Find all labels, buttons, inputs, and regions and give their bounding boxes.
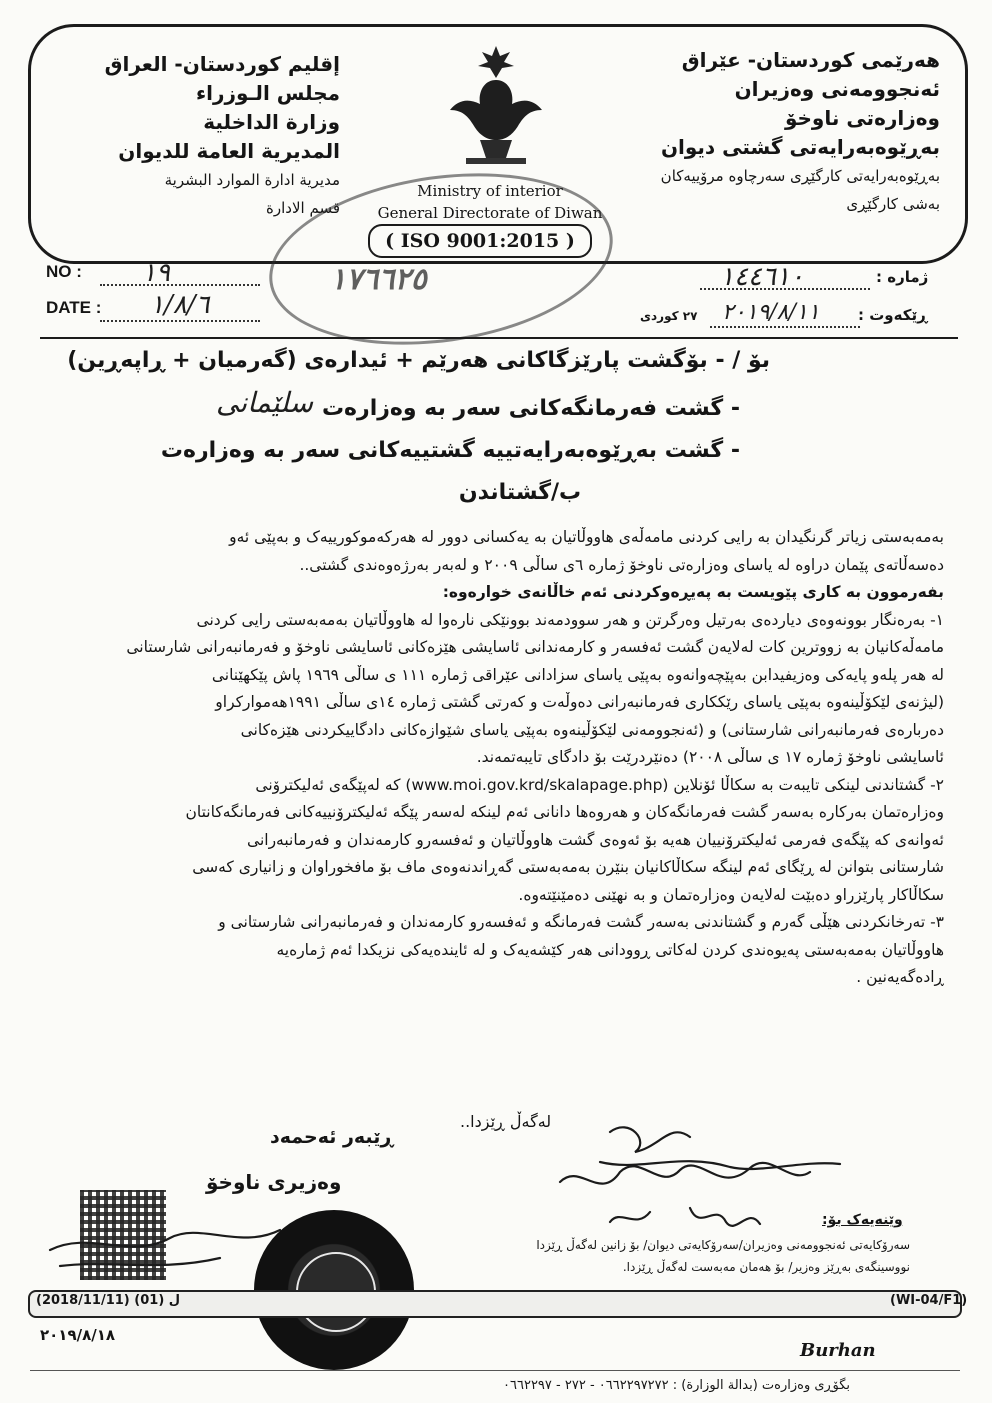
header-kurdish-line: وەزارەتی ناوخۆ xyxy=(784,106,940,130)
body-line: بەمەبەستی زیاتر گرنگیدان بە رایی کردنی مامەڵەی هاووڵاتیان بە یەکسانی دوور لە هەرکەموکورییەک و بەپێی ئەو xyxy=(229,528,944,546)
bottom-divider xyxy=(30,1370,960,1371)
body-line: ئەوانەی کە پێگەی فەرمی ئەلیکترۆنییان هەیە بۆ ئەوەی گشت هاووڵاتیان و ئەفسەرو کارمەندان و فەرمانبەرانی xyxy=(247,830,944,849)
header-kurdish-line: بەڕێوەبەرایەتی گشتی دیوان xyxy=(660,135,940,159)
handwritten-addressee: سلێمانی xyxy=(216,386,314,419)
handwritten-signature-note xyxy=(540,1112,860,1242)
typist-name: Burhan xyxy=(800,1340,876,1361)
header-kurdish-line: هەرێمی کوردستان- عێراق xyxy=(681,48,940,72)
header-kurdish-line: بەشی کارگێڕی xyxy=(846,195,940,213)
closing-line: لەگەڵ ڕێزدا.. xyxy=(460,1112,552,1131)
subject-line: ب/گشتاندن xyxy=(458,480,582,505)
body-line: ڕادەگەیەنین . xyxy=(856,968,944,986)
header-arabic-line: المديرية العامة للديوان xyxy=(118,139,340,163)
eagle-emblem-icon xyxy=(440,40,552,170)
number-label-en: NO : xyxy=(46,262,82,281)
header-arabic-line: مجلس الـوزراء xyxy=(195,81,340,105)
date-dotted-line xyxy=(100,320,260,322)
cc-title: وێنەیەک بۆ: xyxy=(822,1212,903,1228)
date-ku-handwritten: ٢٠١٩/٨/١١ xyxy=(722,300,820,325)
body-line: مامەڵەکانیان بە زووترین کات لەلایەن گشت ئەفسەر و کارمەندانی ئاسایشی هێزەکانی ئاسایشی ناوخۆ و فەرمانبەرانی شارستانی xyxy=(126,638,944,656)
form-code: (WI-04/F1) xyxy=(890,1293,968,1308)
body-line: بفەرموون بە کاری پێویست بە پەیڕەوکردنی ئەم خاڵانەی خوارەوە: xyxy=(442,583,944,601)
signer-title: وەزیری ناوخۆ xyxy=(206,1170,342,1194)
body-line: دەسەڵاتەی پێمان دراوە لە یاسای وەزارەتی ناوخۆ ژمارە ٦ی ساڵی ٢٠٠٩ و لەبەر بەرژەوەندی گشتی.. xyxy=(299,555,944,574)
kurdi-calendar-label: ٢٧ کوردی xyxy=(640,309,698,323)
number-label-ku: ژمارە : xyxy=(876,268,929,286)
date-handwritten: ١/٨/٦ xyxy=(150,290,210,320)
header-arabic-block xyxy=(40,50,340,222)
header-arabic-line: وزارة الداخلية xyxy=(203,110,340,134)
directorate-line: General Directorate of Diwan xyxy=(377,204,603,222)
number-ku-handwritten: ١٤٤٦١٠ xyxy=(720,262,804,292)
iso-badge: ( ISO 9001:2015 ) xyxy=(368,224,592,258)
header-kurdish-line: بەڕێوەبەرایەتی کارگێڕی سەرچاوە مرۆییەکان xyxy=(660,167,940,185)
body-line: ٣- تەرخانکردنی هێڵی گەرم و گشتاندنی بەسەر گشت فەرمانگە و ئەفسەرو کارمەندان و فەرمانبەرانی شارستانی و xyxy=(218,913,944,931)
body-line: لە هەر پلەو پایەکی وەزیفیدابن بەپێچەوانەوە بەپێی یاسای سزادانی عێراقی ژمارە ١١١ ی ساڵی ١٩٦٩ پاش پێکهێنانی xyxy=(211,665,944,684)
cc-item: نووسینگەی بەڕێز وەزیر/ بۆ هەمان مەبەست لەگەڵ ڕێزدا. xyxy=(622,1260,910,1274)
addressee-line: - گشت بەڕێوەبەرایەتییە گشتییەکانی سەر بە وەزارەت xyxy=(160,438,740,463)
letter-body xyxy=(44,524,944,992)
body-line: وەزارەتمان بەرکارە بەسەر گشت فەرمانگەکان و هەروەها دانانی ئەم لینکە لەسەر پێگە ئەلیکترۆنییەکانی فەرمانگەکانتان xyxy=(185,803,944,821)
addressee-line: بۆ / - بۆگشت پارێزگاکانی هەرێم + ئیدارەی (گەرمیان + ڕاپەڕین) xyxy=(67,348,770,373)
cc-item: سەرۆکایەتی ئەنجوومەنی وەزیران/سەرۆکایەتی دیوان/ بۆ زانین لەگەڵ ڕێزدا xyxy=(536,1238,910,1252)
signer-name: ڕێبەر ئەحمەد xyxy=(270,1126,394,1148)
letter-date: ٢٠١٩/٨/١٨ xyxy=(40,1326,116,1344)
addressee-line: - گشت فەرمانگەکانی سەر بە وەزارەت xyxy=(321,396,740,421)
number-dotted-line xyxy=(100,284,260,286)
stamp-number: ١٧٦٦٢٥ xyxy=(330,262,427,297)
body-line: ئاسایشی ناوخۆ ژمارە ١٧ ی ساڵی ٢٠٠٨) دەنێردرێت بۆ دادگای تایبەتمەند. xyxy=(476,748,944,766)
body-line: شارستانی بتوانن لە ڕێگای ئەم لینگە سکاڵاکانیان بنێرن بەمەبەستی گەڕاندنەوەی ماف بۆ مافخوراوان و زانیاری کەسی xyxy=(192,858,944,876)
body-line: ١- بەرەنگار بوونەوەی دیاردەی بەرتیل وەرگرتن و هەر سوودمەند بوونێکی نارەوا لە هاووڵاتیان بەمەبەستی رایی کردنی xyxy=(196,610,944,629)
body-line: دەربارەی فەرمانبەرانی شارستانی) و (ئەنجوومەنی لێکۆڵینەوە بەپێی یاسای شێوازەکانی دادگاییکردنی هێزەکانی xyxy=(240,720,944,739)
header-kurdish-line: ئەنجوومەنی وەزیران xyxy=(734,77,940,101)
header-kurdish-block xyxy=(600,46,940,218)
date-label-en: DATE : xyxy=(46,298,102,317)
header-arabic-line: قسم الادارة xyxy=(266,199,340,217)
header-arabic-line: إقليم كوردستان- العراق xyxy=(104,52,340,76)
date-ku-dotted-line xyxy=(710,326,860,328)
body-line: سکاڵاکار پارێزراو دەبێت لەلایەن وەزارەتمان و بە نهێنی دەمێنێتەوە. xyxy=(518,885,944,904)
body-line: ٢- گشتاندنی لینکی تایبەت بە سکاڵا ئۆنلاین (www.moi.gov.krd/skalapage.php) کە لەپێگەی ئەلیکترۆنی xyxy=(255,775,944,794)
form-revision-date: (2018/11/11) ل (01) xyxy=(36,1293,181,1308)
ministry-line: Ministry of interior xyxy=(417,182,563,200)
header-divider xyxy=(40,337,958,339)
date-label-ku: ڕێکەوت : xyxy=(858,306,928,324)
header-arabic-line: مديرية ادارة الموارد البشرية xyxy=(164,171,340,189)
number-handwritten: ١٩ xyxy=(142,258,170,288)
contact-line: بگۆڕی وەزارەت (بدالة الوزارة) : ٠٦٦٢٢٩٧٢٧٢ - ٢٧٢ - ٠٦٦٢٢٩٧ xyxy=(503,1378,850,1393)
body-line: هاووڵاتیان بەمەبەستی پەیوەندی کردن لەکاتی ڕوودانی هەر کێشەیەک و لە ئایندەیەکی نزیکدا ئەم ژمارەیە xyxy=(276,940,944,959)
body-line: (لیژنەی لێکۆڵینەوە بەپێی یاسای رێککاری فەرمانبەرانی دەوڵەت و کەرتی گشتی ژمارە ١٤ی ساڵی ١٩٩١هەموارکراو xyxy=(215,693,944,711)
